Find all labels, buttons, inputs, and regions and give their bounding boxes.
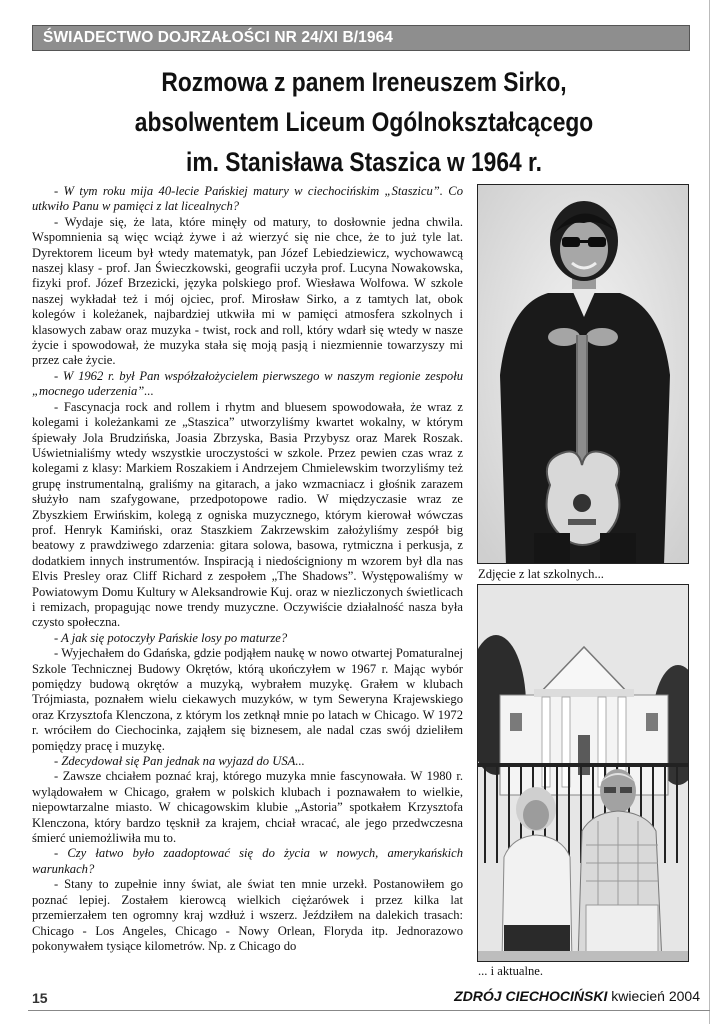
publication-name: ZDRÓJ CIECHOCIŃSKI xyxy=(454,988,608,1004)
question-2: - W 1962 r. był Pan współzałożycielem pierwszego w naszym regionie zespołu „mocnego uderzenia”... xyxy=(32,368,463,399)
answer-4: - Zawsze chciałem poznać kraj, którego muzyka mnie fascynowała. W 1980 r. wylądowałem w Chicago, grałem w polskich klubach i poznawałem to wielkie, niepowtarzalne miasto. W chicagowskim klubie „Astoria” spotkałem Krzysztofa Klenczona, który bardzo tęsknił za krajem, chciał wracać, ale jego przedwczesna śmierć uniemożliwiła mu to. xyxy=(32,769,463,846)
page-number: 15 xyxy=(32,990,48,1006)
photo-recent xyxy=(477,584,689,962)
headline-line-1: Rozmowa z panem Ireneuszem Sirko, xyxy=(161,67,567,97)
musician-portrait-image xyxy=(478,185,689,564)
section-header-bar xyxy=(32,25,690,51)
page-edge-rule xyxy=(709,0,710,1024)
question-3: - A jak się potoczyły Pańskie losy po maturze? xyxy=(54,630,288,645)
answer-3: - Wyjechałem do Gdańska, gdzie podjąłem naukę w nowo otwartej Pomaturalnej Szkole Technicznej Budowy Okrętów, którą ukończyłem w 1967 r. Mając wybór pomiędzy budową okrętów a muzyką, wybrałem muzykę. Grałem w klubach Trójmiasta, poznałem wielu ciekawych muzyków, w tym Seweryna Krajewskiego oraz Krzysztofa Klenczona, z którym los zetknął mnie po latach w Chicago. W 1972 r. wróciłem do Ciechocinka, zająłem się biznesem, ale nadal czas swój dzieliłem pomiędzy pracę i muzykę. xyxy=(32,646,463,753)
headline-line-2: absolwentem Liceum Ogólnokształcącego xyxy=(134,107,594,137)
question-1: - W tym roku mija 40-lecie Pańskiej matury w ciechocińskim „Staszicu”. Co utkwiło Panu w pamięci z lat licealnych? xyxy=(32,184,463,214)
couple-white-house-image xyxy=(478,585,689,962)
article-headline xyxy=(40,62,688,182)
publication-date: kwiecień 2004 xyxy=(611,988,700,1004)
section-header: ŚWIADECTWO DOJRZAŁOŚCI NR 24/XI B/1964 xyxy=(43,29,394,46)
question-4: - Zdecydował się Pan jednak na wyjazd do USA... xyxy=(54,754,305,769)
footer-publication-line xyxy=(454,988,700,1004)
question-5: - Czy łatwo było zaadoptować się do życia w nowych, amerykańskich warunkach? xyxy=(32,846,463,876)
photo-school-years xyxy=(477,184,689,564)
photo-caption-recent: ... i aktualne. xyxy=(478,964,544,978)
article-body xyxy=(32,184,463,954)
answer-5: - Stany to zupełnie inny świat, ale świat ten mnie urzekł. Postanowiłem go poznać lepiej. Zostałem kierowcą wielkich ciężarówek i przez kilka lat przemierzałem ten ogromny kraj wzdłuż i wszerz. Jeździłem na dalekich trasach: Chicago - Los Angeles, Chicago - Nowy Orlean, Floryda itp. Jednorazowo pokonywałem tysiące kilometrów. Np. z Chicago do xyxy=(32,877,463,953)
footer-rule xyxy=(28,1010,710,1011)
answer-2: - Fascynacja rock and rollem i rhytm and bluesem spowodowała, że wraz z kolegami i koleżankami ze „Staszica” utworzyliśmy kwartet wokalny, w którym śpiewały Jola Brudzińska, Joasia Zbrzyska, Basia Przybysz oraz Marek Roszak. Uświetnialiśmy wtedy wszystkie uroczystości w szkole. Przez pewien czas wraz z kolegami z klasy: Markiem Roszakiem i Andrzejem Chmielewskim tworzyliśmy też grupę instrumentalną, graliśmy na gitarach, a jako wzmacniacz i głośnik zarazem służyło nam szafygowane, przedpotopowe radio. W międzyczasie wraz ze Zbyszkiem Erwińskim, kolegą z ogniska muzycznego, którym kierował wówczas prof. Henryk Kamiński, oraz Staszkiem Zakrzewskim założyliśmy zespół big beatowy z prawdziwego zdarzenia: gitara solowa, basowa, rytmiczna i perkusja, z dodatkiem innych instrumentów. Inspiracją i niedościgniony m wzorem był dla nas Elvis Presley oraz Cliff Richard z zespołem „The Shadows”. Występowaliśmy w Powiatowym Domu Kultury w Aleksandrowie Kuj. oraz w niezliczonych świetlicach i remizach, propagując nowe trendy muzyczne. Oczywiście działalność nasza była czysto społeczna. xyxy=(32,399,463,630)
answer-1: - Wydaje się, że lata, które minęły od matury, to dosłownie jedna chwila. Wspomnienia są więc wciąż żywe i aż wierzyć się nie chce, że to już tyle lat. Dyrektorem liceum był wtedy matematyk, pan Józef Lebiedziewicz, wychowawcą naszej klasy - prof. Jan Świeczkowski, geografii uczyła prof. Lucyna Nowakowska, fizyki prof. Józef Brzezicki, języka polskiego prof. Wiesława Wolfowa. W szkole naszej wykładał też i mój ojciec, prof. Mirosław Sirko, a z tamtych lat, obok kolegów i koleżanek, najbardziej utkwiła mi w pamięci atmosfera szkolnych i klasowych zabaw oraz muzyka - twist, rock and roll, który wdarł się wtedy w nasze życie i spowodował, że muzyka stała się moją pasją i niezmiennie towarzyszy mi przez całe życie. xyxy=(32,214,463,368)
headline-line-3: im. Stanisława Staszica w 1964 r. xyxy=(186,147,542,177)
photo-caption-school: Zdjęcie z lat szkolnych... xyxy=(478,567,604,581)
